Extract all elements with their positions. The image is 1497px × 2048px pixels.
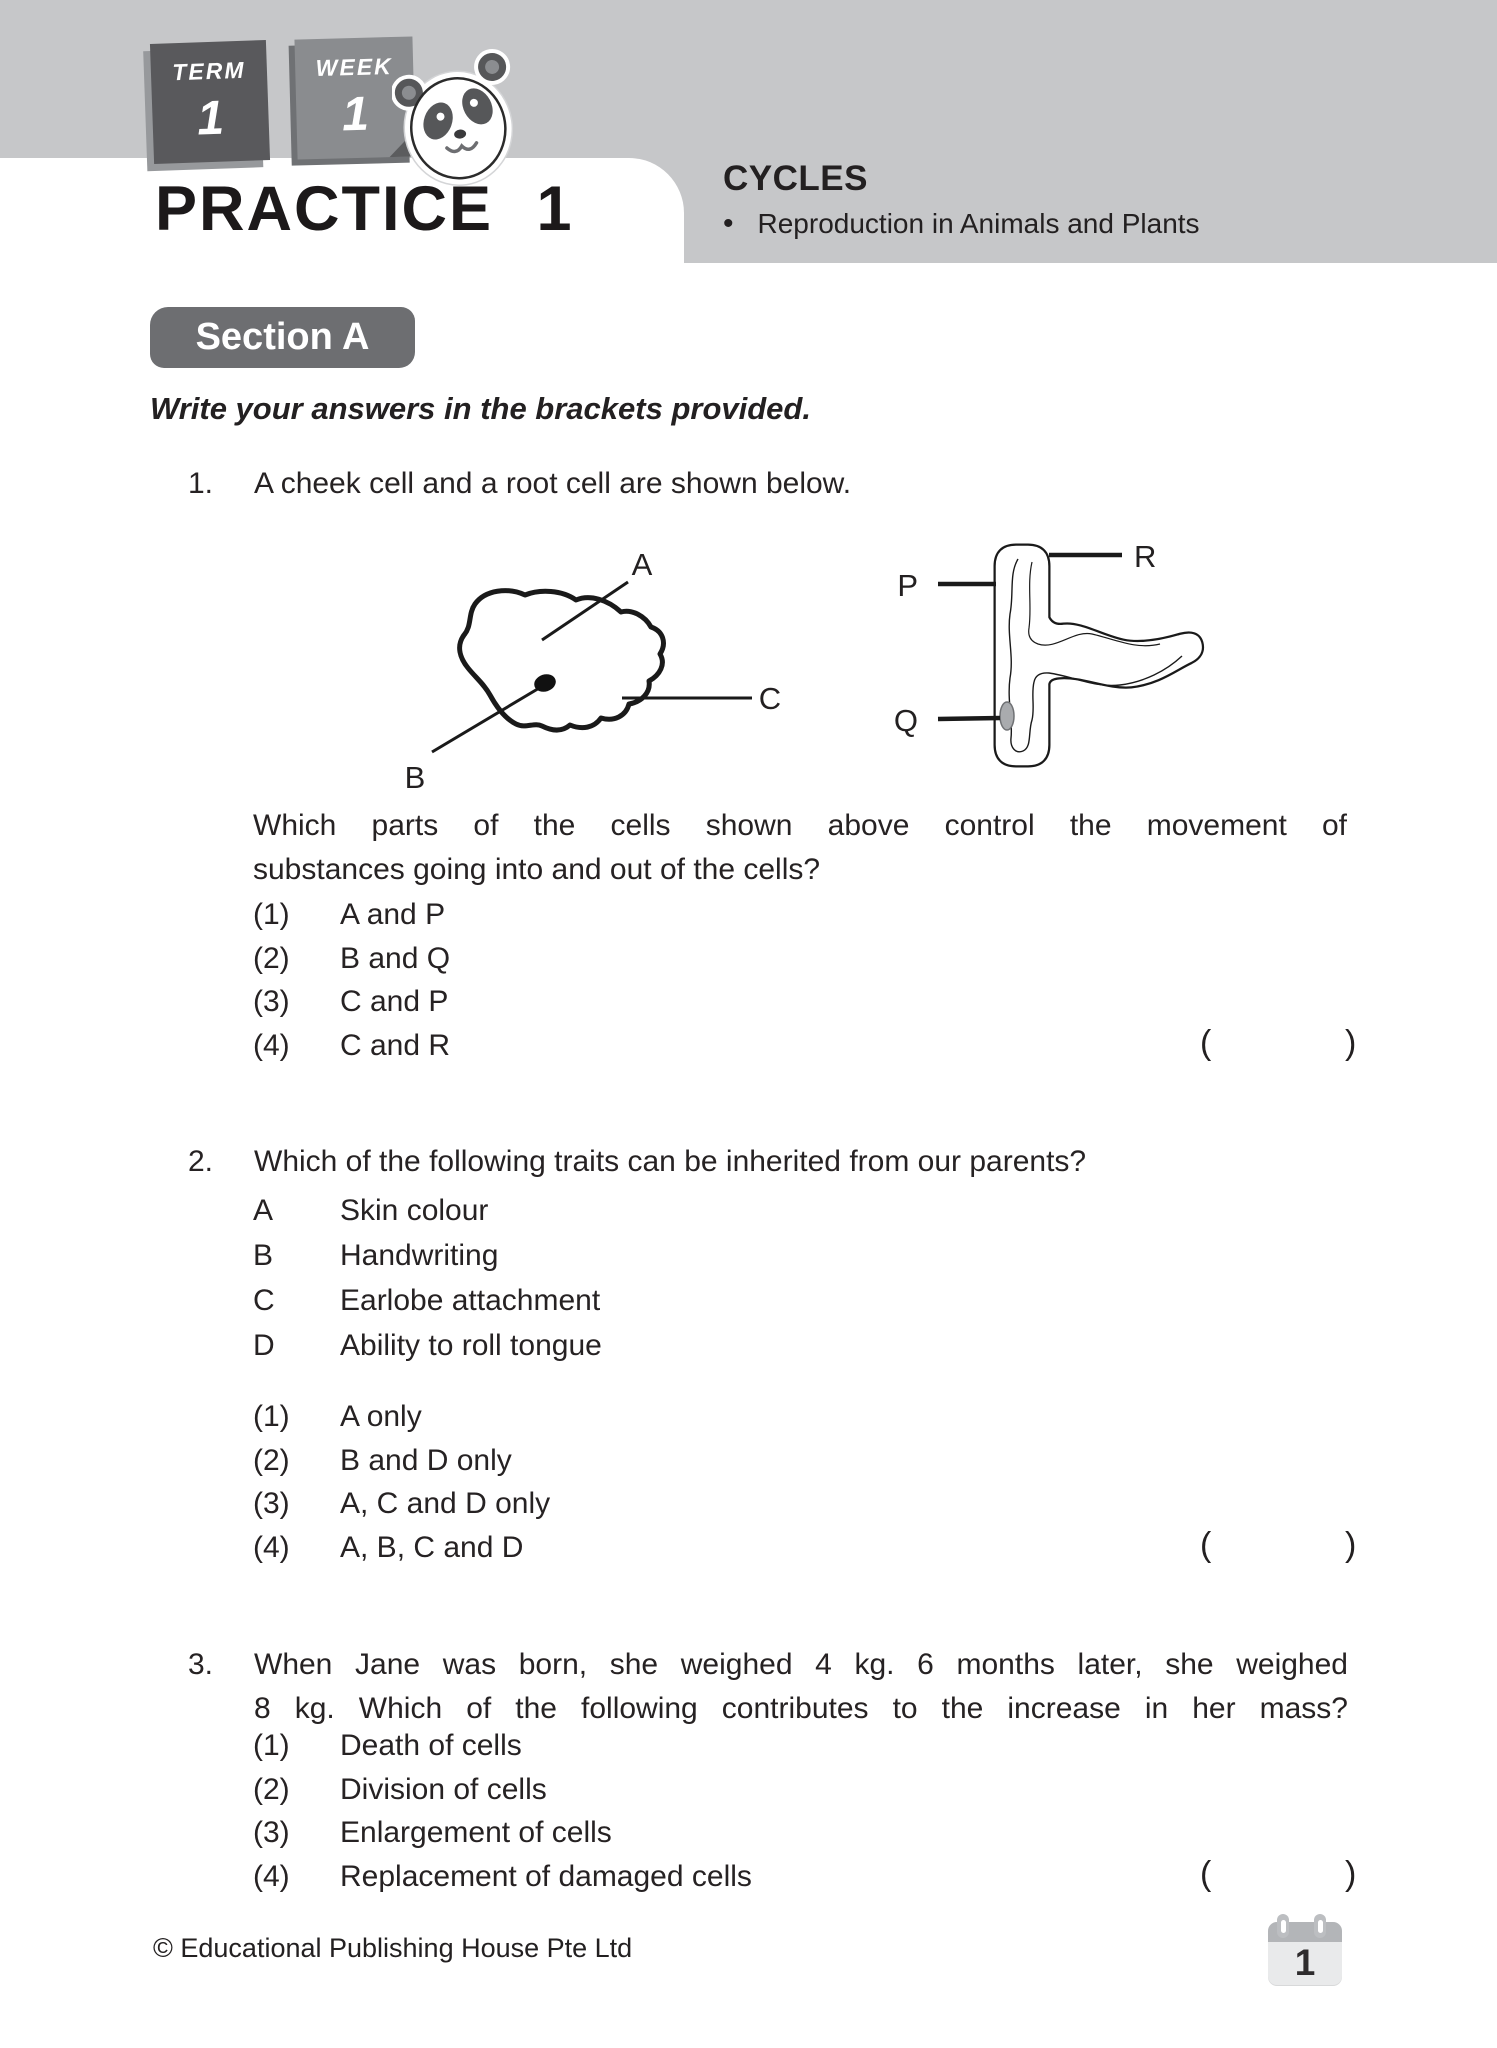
option-row xyxy=(253,1482,1353,1526)
question-1-intro-row xyxy=(188,462,851,506)
option-row xyxy=(253,1395,1353,1439)
answer-bracket-open: ( xyxy=(1200,1854,1212,1893)
section-instruction: Write your answers in the brackets provided. xyxy=(150,391,811,426)
sub-option-letter: D xyxy=(253,1329,275,1362)
section-a-label: Section A xyxy=(195,316,370,358)
label-b: B xyxy=(404,760,426,795)
question-2-sub-options xyxy=(253,1188,1353,1368)
option-row xyxy=(253,1525,1357,1570)
topic-block xyxy=(723,160,1200,240)
pointer-line-q xyxy=(938,718,1000,719)
option-number: (2) xyxy=(253,1443,290,1477)
label-c: C xyxy=(758,681,782,716)
week-label: WEEK xyxy=(315,53,394,82)
option-text: B and D only xyxy=(340,1443,512,1477)
label-q: Q xyxy=(893,703,918,738)
option-row xyxy=(253,1854,1357,1899)
question-3-line-2: 8 kg. Which of the following contributes to the increase in her mass? xyxy=(254,1692,1348,1725)
option-number: (3) xyxy=(253,1816,290,1849)
calendar-ring-icon xyxy=(1277,1914,1289,1938)
sub-option-text: Ability to roll tongue xyxy=(340,1329,602,1362)
cell-diagram xyxy=(270,532,1290,837)
topic-heading: CYCLES xyxy=(723,159,868,198)
sub-option-letter: A xyxy=(253,1194,274,1227)
option-text: Division of cells xyxy=(340,1772,547,1806)
question-number: 1. xyxy=(188,467,214,500)
question-3-options xyxy=(253,1724,1357,1898)
question-text: Which of the following traits can be inherited from our parents? xyxy=(254,1145,1087,1178)
term-note xyxy=(150,40,270,164)
question-1-line-2: substances going into and out of the cells? xyxy=(253,853,821,886)
option-text: C and R xyxy=(340,1028,451,1062)
question-3-line-1: When Jane was born, she weighed 4 kg. 6 months later, she weighed xyxy=(254,1648,1348,1681)
option-row xyxy=(253,937,1353,981)
option-number: (3) xyxy=(253,985,290,1018)
option-text: A, B, C and D xyxy=(340,1530,524,1564)
term-label: TERM xyxy=(171,56,246,86)
option-row xyxy=(253,893,1353,937)
page-number-badge xyxy=(1268,1914,1342,1985)
question-2-row xyxy=(188,1140,1086,1184)
footer-copyright: © Educational Publishing House Pte Ltd xyxy=(153,1933,633,1963)
bullet-icon: • xyxy=(723,207,734,240)
page-number: 1 xyxy=(1294,1942,1316,1983)
sub-option-letter: C xyxy=(253,1284,275,1317)
option-number: (2) xyxy=(253,941,290,975)
sub-option-text: Earlobe attachment xyxy=(340,1284,601,1317)
sub-option-row xyxy=(253,1233,1353,1278)
question-number: 3. xyxy=(188,1648,214,1681)
sub-option-row xyxy=(253,1188,1353,1233)
question-3-row xyxy=(188,1643,1348,1731)
topic-bullet-row xyxy=(723,208,1200,240)
topic-subtitle: Reproduction in Animals and Plants xyxy=(757,208,1200,239)
option-number: (1) xyxy=(253,1400,290,1433)
question-2-options xyxy=(253,1395,1357,1569)
section-a-badge xyxy=(150,307,415,368)
option-text: Replacement of damaged cells xyxy=(340,1859,752,1893)
label-a: A xyxy=(631,547,653,582)
practice-title: PRACTICE 1 xyxy=(155,174,574,244)
option-row xyxy=(253,980,1353,1024)
option-text: C and P xyxy=(340,985,449,1018)
term-value: 1 xyxy=(196,91,225,146)
option-text: B and Q xyxy=(340,941,451,975)
root-cell-nucleus xyxy=(1000,702,1014,730)
question-1-text xyxy=(253,804,1347,892)
sub-option-row xyxy=(253,1278,1353,1323)
option-number: (1) xyxy=(253,1729,290,1762)
option-text: A and P xyxy=(340,898,446,931)
answer-bracket-close: ) xyxy=(1345,1525,1357,1564)
week-value: 1 xyxy=(341,87,370,142)
option-row xyxy=(253,1439,1353,1483)
option-number: (3) xyxy=(253,1487,290,1520)
option-number: (1) xyxy=(253,898,290,931)
question-1-line-1: Which parts of the cells shown above control the movement of xyxy=(253,809,1347,842)
label-r: R xyxy=(1134,539,1157,574)
option-text: Death of cells xyxy=(340,1729,522,1762)
option-text: Enlargement of cells xyxy=(340,1816,612,1849)
panda-mascot-icon xyxy=(392,46,528,192)
option-row xyxy=(253,1023,1357,1068)
option-row xyxy=(253,1724,1353,1768)
question-intro: A cheek cell and a root cell are shown below. xyxy=(254,467,852,500)
option-row xyxy=(253,1811,1353,1855)
option-number: (4) xyxy=(253,1859,290,1893)
cheek-cell-outline xyxy=(460,591,664,730)
sub-option-row xyxy=(253,1323,1353,1368)
option-number: (2) xyxy=(253,1772,290,1806)
sub-option-letter: B xyxy=(253,1239,274,1272)
answer-bracket-open: ( xyxy=(1200,1525,1212,1564)
option-text: A, C and D only xyxy=(340,1487,551,1520)
answer-bracket-open: ( xyxy=(1200,1023,1212,1062)
option-row xyxy=(253,1768,1353,1812)
calendar-ring-icon xyxy=(1314,1914,1326,1938)
answer-bracket-close: ) xyxy=(1345,1854,1357,1893)
sub-option-text: Handwriting xyxy=(340,1239,499,1272)
root-cell-wall-gap xyxy=(998,548,1200,763)
question-number: 2. xyxy=(188,1145,214,1178)
option-number: (4) xyxy=(253,1028,290,1062)
question-1-options xyxy=(253,893,1357,1067)
sub-option-text: Skin colour xyxy=(340,1194,489,1227)
question-3-text xyxy=(254,1643,1348,1731)
option-text: A only xyxy=(340,1400,422,1433)
option-number: (4) xyxy=(253,1530,290,1564)
label-p: P xyxy=(897,568,918,603)
answer-bracket-close: ) xyxy=(1345,1023,1357,1062)
